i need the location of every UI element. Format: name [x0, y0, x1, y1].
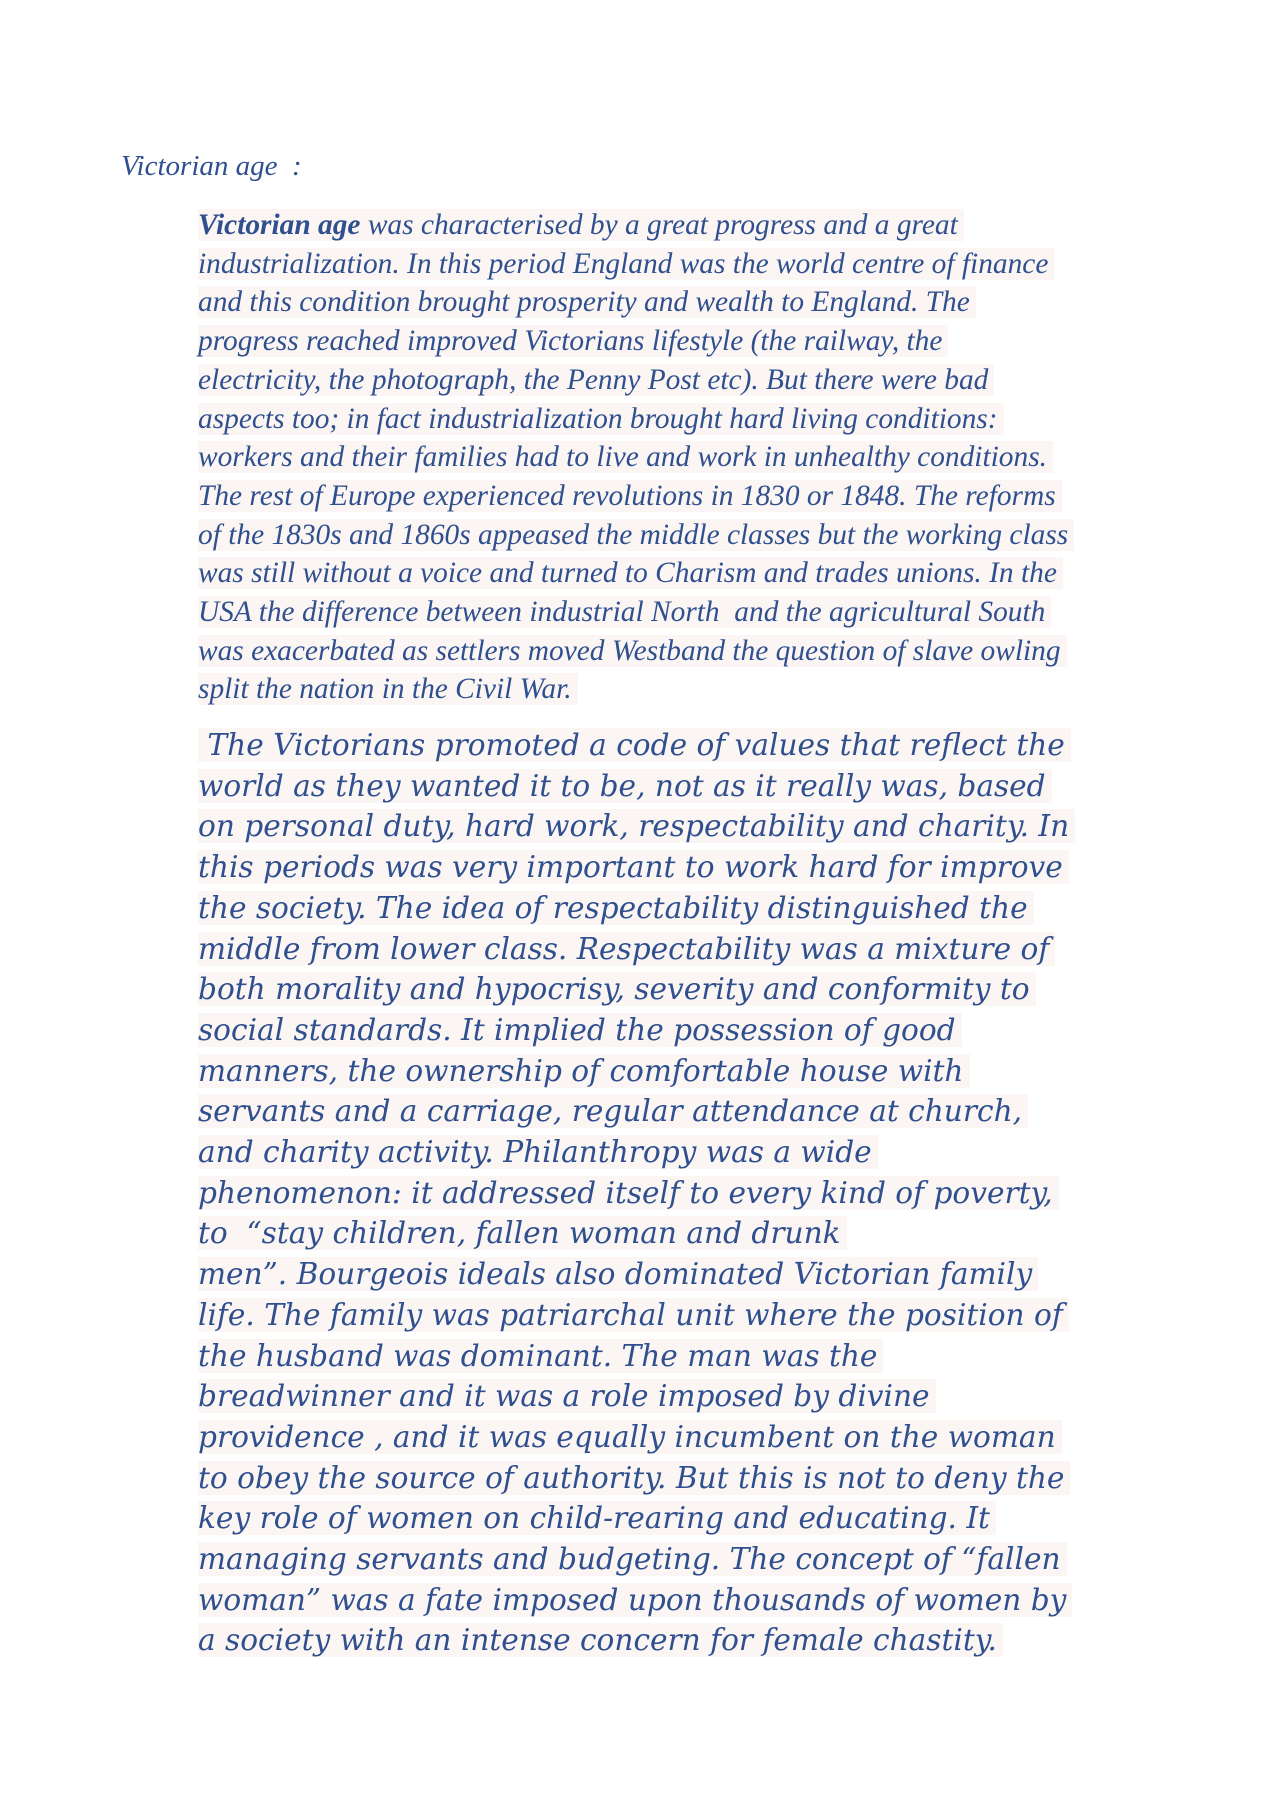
paragraph-line: phenomenon: it addressed itself to every kind of poverty, — [198, 1173, 1178, 1214]
paragraph-line: split the nation in the Civil War. — [198, 670, 1178, 709]
paragraph-line: USA the difference between industrial North and the agricultural South — [198, 593, 1178, 632]
section-heading: Victorian age : — [121, 150, 302, 182]
paragraph-line: providence , and it was equally incumbent on the woman — [198, 1417, 1178, 1458]
paragraph-line: breadwinner and it was a role imposed by divine — [198, 1376, 1178, 1417]
paragraph-line: to “stay children, fallen woman and drunk — [198, 1213, 1178, 1254]
paragraph-line: a society with an intense concern for female chastity. — [198, 1620, 1178, 1661]
paragraph-line: and this condition brought prosperity and wealth to England. The — [198, 283, 1178, 322]
paragraph-line: the husband was dominant. The man was the — [198, 1336, 1178, 1377]
paragraph-victorian-age-overview — [198, 206, 1178, 709]
paragraph-line: life. The family was patriarchal unit where the position of — [198, 1295, 1178, 1336]
paragraph-line: workers and their families had to live and work in unhealthy conditions. — [198, 438, 1178, 477]
paragraph-line: social standards. It implied the possession of good — [198, 1010, 1178, 1051]
paragraph-line: men”. Bourgeois ideals also dominated Victorian family — [198, 1254, 1178, 1295]
paragraph-line: The rest of Europe experienced revolutions in 1830 or 1848. The reforms — [198, 477, 1178, 516]
paragraph-line: was still without a voice and turned to Charism and trades unions. In the — [198, 554, 1178, 593]
paragraph-line: woman” was a fate imposed upon thousands of women by — [198, 1580, 1178, 1621]
paragraph-line: managing servants and budgeting. The concept of “fallen — [198, 1539, 1178, 1580]
paragraph-line: key role of women on child-rearing and educating. It — [198, 1498, 1178, 1539]
paragraph-line: to obey the source of authority. But this is not to deny the — [198, 1458, 1178, 1499]
paragraph-line: manners, the ownership of comfortable house with — [198, 1051, 1178, 1092]
paragraph-line: this periods was very important to work hard for improve — [198, 847, 1178, 888]
paragraph-line: both morality and hypocrisy, severity and conformity to — [198, 969, 1178, 1010]
paragraph-line: aspects too; in fact industrialization brought hard living conditions: — [198, 400, 1178, 439]
paragraph-line: The Victorians promoted a code of values that reflect the — [198, 725, 1178, 766]
paragraph-victorian-values — [198, 725, 1178, 1661]
paragraph-line: industrialization. In this period England was the world centre of finance — [198, 245, 1178, 284]
paragraph-line: the society. The idea of respectability distinguished the — [198, 888, 1178, 929]
paragraph-line: progress reached improved Victorians lifestyle (the railway, the — [198, 322, 1178, 361]
paragraph-line: was exacerbated as settlers moved Westband the question of slave owling — [198, 632, 1178, 671]
paragraph-line: world as they wanted it to be, not as it really was, based — [198, 766, 1178, 807]
paragraph-line: and charity activity. Philanthropy was a wide — [198, 1132, 1178, 1173]
paragraph-line: on personal duty, hard work, respectability and charity. In — [198, 806, 1178, 847]
paragraph-line: servants and a carriage, regular attendance at church, — [198, 1091, 1178, 1132]
paragraph-line: middle from lower class. Respectability was a mixture of — [198, 929, 1178, 970]
bold-lead-term: Victorian age — [198, 209, 361, 241]
paragraph-line: electricity, the photograph, the Penny Post etc). But there were bad — [198, 361, 1178, 400]
paragraph-line: Victorian age was characterised by a great progress and a great — [198, 206, 1178, 245]
paragraph-line: of the 1830s and 1860s appeased the middle classes but the working class — [198, 516, 1178, 555]
